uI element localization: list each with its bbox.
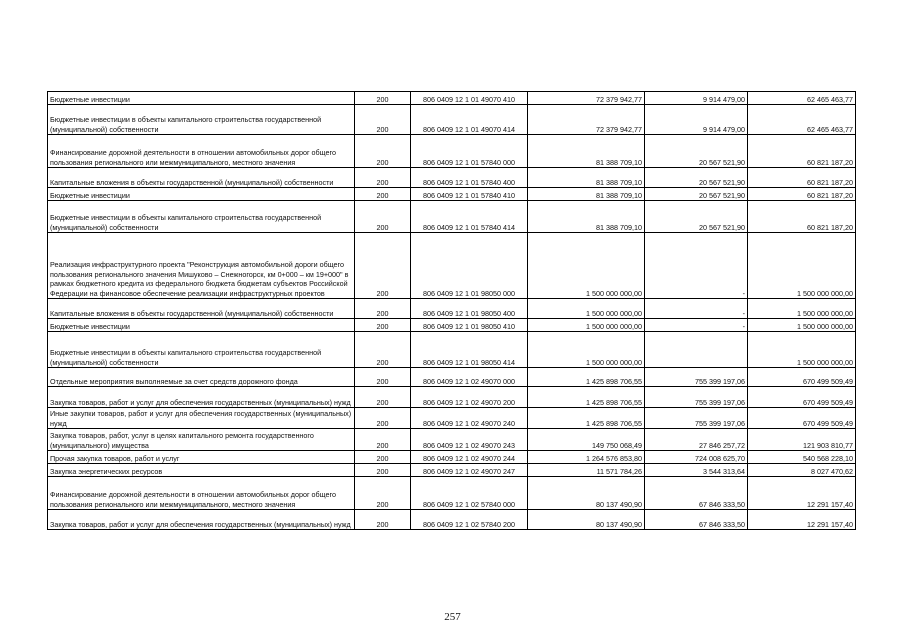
row-kbk: 806 0409 12 1 01 49070 414 [411,105,528,135]
row-amount-remaining: 670 499 509,49 [748,368,856,387]
row-name: Закупка товаров, работ и услуг для обеспечения государственных (муниципальных) нужд [48,510,355,530]
row-amount-executed: - [645,319,748,332]
row-amount-executed: 20 567 521,90 [645,188,748,201]
row-kbk: 806 0409 12 1 02 49070 240 [411,408,528,429]
row-amount-executed: 20 567 521,90 [645,168,748,188]
row-code: 200 [355,299,411,319]
row-kbk: 806 0409 12 1 02 49070 200 [411,387,528,408]
table-row [48,299,856,319]
row-amount-total: 1 500 000 000,00 [528,299,645,319]
row-amount-total: 149 750 068,49 [528,429,645,451]
row-name: Иные закупки товаров, работ и услуг для обеспечения государственных (муниципальных) нужд [48,408,355,429]
row-name: Бюджетные инвестиции в объекты капитального строительства государственной (муниципальной) собственности [48,332,355,368]
row-amount-total: 81 388 709,10 [528,135,645,168]
row-amount-remaining: 60 821 187,20 [748,168,856,188]
row-kbk: 806 0409 12 1 01 49070 410 [411,92,528,105]
row-amount-total: 1 500 000 000,00 [528,332,645,368]
row-kbk: 806 0409 12 1 01 57840 400 [411,168,528,188]
row-code: 200 [355,188,411,201]
page-number: 257 [444,611,461,623]
table-row [48,188,856,201]
row-code: 200 [355,429,411,451]
row-amount-total: 81 388 709,10 [528,168,645,188]
row-code: 200 [355,92,411,105]
row-kbk: 806 0409 12 1 01 98050 410 [411,319,528,332]
row-amount-executed: 9 914 479,00 [645,92,748,105]
row-amount-total: 80 137 490,90 [528,510,645,530]
row-code: 200 [355,464,411,477]
row-amount-total: 1 500 000 000,00 [528,319,645,332]
row-code: 200 [355,408,411,429]
row-name: Капитальные вложения в объекты государственной (муниципальной) собственности [48,168,355,188]
table-row [48,464,856,477]
row-code: 200 [355,451,411,464]
row-amount-total: 1 425 898 706,55 [528,408,645,429]
table-row [48,451,856,464]
table-row [48,477,856,510]
row-kbk: 806 0409 12 1 01 57840 000 [411,135,528,168]
row-code: 200 [355,477,411,510]
budget-table [47,91,856,530]
row-name: Финансирование дорожной деятельности в отношении автомобильных дорог общего пользования регионального или межмуниципального, местного значения [48,477,355,510]
row-amount-executed: 724 008 625,70 [645,451,748,464]
row-kbk: 806 0409 12 1 01 98050 000 [411,233,528,299]
row-amount-remaining: 12 291 157,40 [748,477,856,510]
row-code: 200 [355,332,411,368]
row-kbk: 806 0409 12 1 01 57840 410 [411,188,528,201]
row-amount-remaining: 1 500 000 000,00 [748,332,856,368]
row-code: 200 [355,387,411,408]
row-code: 200 [355,510,411,530]
row-name: Финансирование дорожной деятельности в отношении автомобильных дорог общего пользования регионального или межмуниципального, местного значения [48,135,355,168]
row-code: 200 [355,201,411,233]
row-name: Бюджетные инвестиции [48,319,355,332]
row-amount-executed [645,332,748,368]
row-amount-total: 72 379 942,77 [528,92,645,105]
table-row [48,233,856,299]
table-row [48,135,856,168]
row-amount-executed: 20 567 521,90 [645,201,748,233]
row-name: Бюджетные инвестиции [48,188,355,201]
row-name: Бюджетные инвестиции [48,92,355,105]
row-name: Закупка товаров, работ, услуг в целях капитального ремонта государственного (муниципального) имущества [48,429,355,451]
row-amount-executed: 755 399 197,06 [645,368,748,387]
row-amount-remaining: 670 499 509,49 [748,408,856,429]
row-code: 200 [355,105,411,135]
row-code: 200 [355,319,411,332]
row-amount-total: 1 425 898 706,55 [528,387,645,408]
row-amount-remaining: 1 500 000 000,00 [748,233,856,299]
table-row [48,105,856,135]
row-amount-executed: 9 914 479,00 [645,105,748,135]
row-amount-total: 81 388 709,10 [528,188,645,201]
row-amount-remaining: 60 821 187,20 [748,135,856,168]
row-kbk: 806 0409 12 1 01 98050 414 [411,332,528,368]
row-kbk: 806 0409 12 1 02 57840 200 [411,510,528,530]
row-amount-remaining: 12 291 157,40 [748,510,856,530]
row-amount-executed: 20 567 521,90 [645,135,748,168]
row-kbk: 806 0409 12 1 02 49070 247 [411,464,528,477]
row-code: 200 [355,233,411,299]
row-amount-total: 1 425 898 706,55 [528,368,645,387]
row-kbk: 806 0409 12 1 02 49070 244 [411,451,528,464]
row-name: Закупка энергетических ресурсов [48,464,355,477]
row-amount-remaining: 1 500 000 000,00 [748,319,856,332]
row-name: Капитальные вложения в объекты государственной (муниципальной) собственности [48,299,355,319]
row-amount-executed: 3 544 313,64 [645,464,748,477]
row-amount-total: 81 388 709,10 [528,201,645,233]
row-amount-total: 11 571 784,26 [528,464,645,477]
row-amount-remaining: 60 821 187,20 [748,188,856,201]
table-row [48,92,856,105]
row-kbk: 806 0409 12 1 02 49070 243 [411,429,528,451]
row-amount-remaining: 670 499 509,49 [748,387,856,408]
row-code: 200 [355,368,411,387]
row-name: Бюджетные инвестиции в объекты капитального строительства государственной (муниципальной) собственности [48,105,355,135]
table-row [48,408,856,429]
table-row [48,429,856,451]
table-row [48,332,856,368]
row-code: 200 [355,135,411,168]
row-amount-executed: 67 846 333,50 [645,477,748,510]
row-amount-executed: 755 399 197,06 [645,387,748,408]
row-name: Бюджетные инвестиции в объекты капитального строительства государственной (муниципальной) собственности [48,201,355,233]
table-row [48,368,856,387]
row-amount-executed: - [645,233,748,299]
row-amount-remaining: 540 568 228,10 [748,451,856,464]
row-amount-executed: 67 846 333,50 [645,510,748,530]
row-code: 200 [355,168,411,188]
row-amount-total: 1 264 576 853,80 [528,451,645,464]
row-amount-remaining: 62 465 463,77 [748,105,856,135]
row-amount-executed: 755 399 197,06 [645,408,748,429]
row-name: Прочая закупка товаров, работ и услуг [48,451,355,464]
table-row [48,387,856,408]
row-name: Отдельные мероприятия выполняемые за счет средств дорожного фонда [48,368,355,387]
row-kbk: 806 0409 12 1 02 49070 000 [411,368,528,387]
row-amount-total: 1 500 000 000,00 [528,233,645,299]
table-row [48,168,856,188]
table-row [48,319,856,332]
row-amount-remaining: 62 465 463,77 [748,92,856,105]
row-kbk: 806 0409 12 1 01 98050 400 [411,299,528,319]
row-amount-remaining: 8 027 470,62 [748,464,856,477]
row-amount-remaining: 1 500 000 000,00 [748,299,856,319]
table-row [48,201,856,233]
row-name: Закупка товаров, работ и услуг для обеспечения государственных (муниципальных) нужд [48,387,355,408]
row-amount-remaining: 60 821 187,20 [748,201,856,233]
row-kbk: 806 0409 12 1 01 57840 414 [411,201,528,233]
row-amount-executed: 27 846 257,72 [645,429,748,451]
table-row [48,510,856,530]
row-amount-total: 80 137 490,90 [528,477,645,510]
row-amount-total: 72 379 942,77 [528,105,645,135]
row-amount-executed: - [645,299,748,319]
row-amount-remaining: 121 903 810,77 [748,429,856,451]
row-name: Реализация инфраструктурного проекта "Реконструкция автомобильной дороги общего пользования регионального значения Мишуково – Снежногорск, км 0+000 – км 19+000" в рамках бюджетного кредита из федерального бюджета бюджетам субъектов Российской Федерации на финансовое обеспечение реализации инфраструктурных проектов [48,233,355,299]
row-kbk: 806 0409 12 1 02 57840 000 [411,477,528,510]
